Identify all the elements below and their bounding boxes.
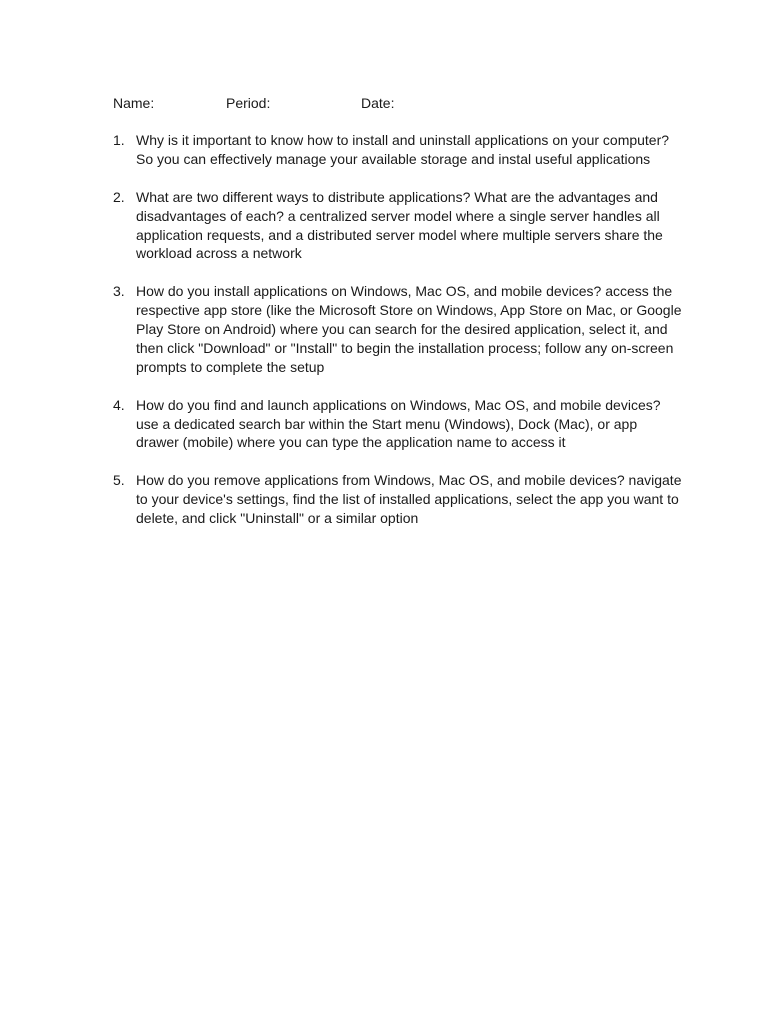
date-label: Date: — [361, 95, 395, 111]
question-text: How do you find and launch applications on Windows, Mac OS, and mobile devices? use a dedicated search bar within the Start menu (Windows), Dock (Mac), or app drawer (mobile) where you can type the application name to access it — [136, 396, 661, 451]
question-text: How do you install applications on Windows, Mac OS, and mobile devices? access the respective app store (like the Microsoft Store on Windows, App Store on Mac, or Google Play Store on Android) where you can search for the desired application, select it, and then click "Download" or "Install" to begin the installation process; follow any on-screen prompts to complete the setup — [136, 283, 682, 375]
worksheet-header — [113, 94, 673, 114]
question-number: 1. — [113, 132, 125, 148]
question-number: 5. — [113, 472, 125, 489]
question-text: What are two different ways to distribute applications? What are the advantages and disadvantages of each? a centralized server model where a single server handles all application requests, and a distributed server model where multiple servers share the workload across a network — [136, 188, 663, 262]
question-item — [113, 396, 683, 453]
question-number: 3. — [113, 283, 125, 300]
question-text: How do you remove applications from Windows, Mac OS, and mobile devices? navigate to your device's settings, find the list of installed applications, select the app you want to delete, and click "Uninstall" or a similar option — [136, 472, 682, 527]
question-number: 4. — [113, 396, 125, 413]
name-label: Name: — [113, 95, 155, 111]
question-item — [113, 471, 683, 528]
question-text: Why is it important to know how to install and uninstall applications on your computer? So you can effectively manage your available storage and instal useful applications — [136, 132, 670, 167]
question-list — [113, 131, 683, 547]
question-item — [113, 282, 683, 377]
question-item — [113, 131, 683, 169]
question-number: 2. — [113, 188, 125, 205]
period-label: Period: — [226, 95, 271, 111]
question-item — [113, 188, 683, 264]
